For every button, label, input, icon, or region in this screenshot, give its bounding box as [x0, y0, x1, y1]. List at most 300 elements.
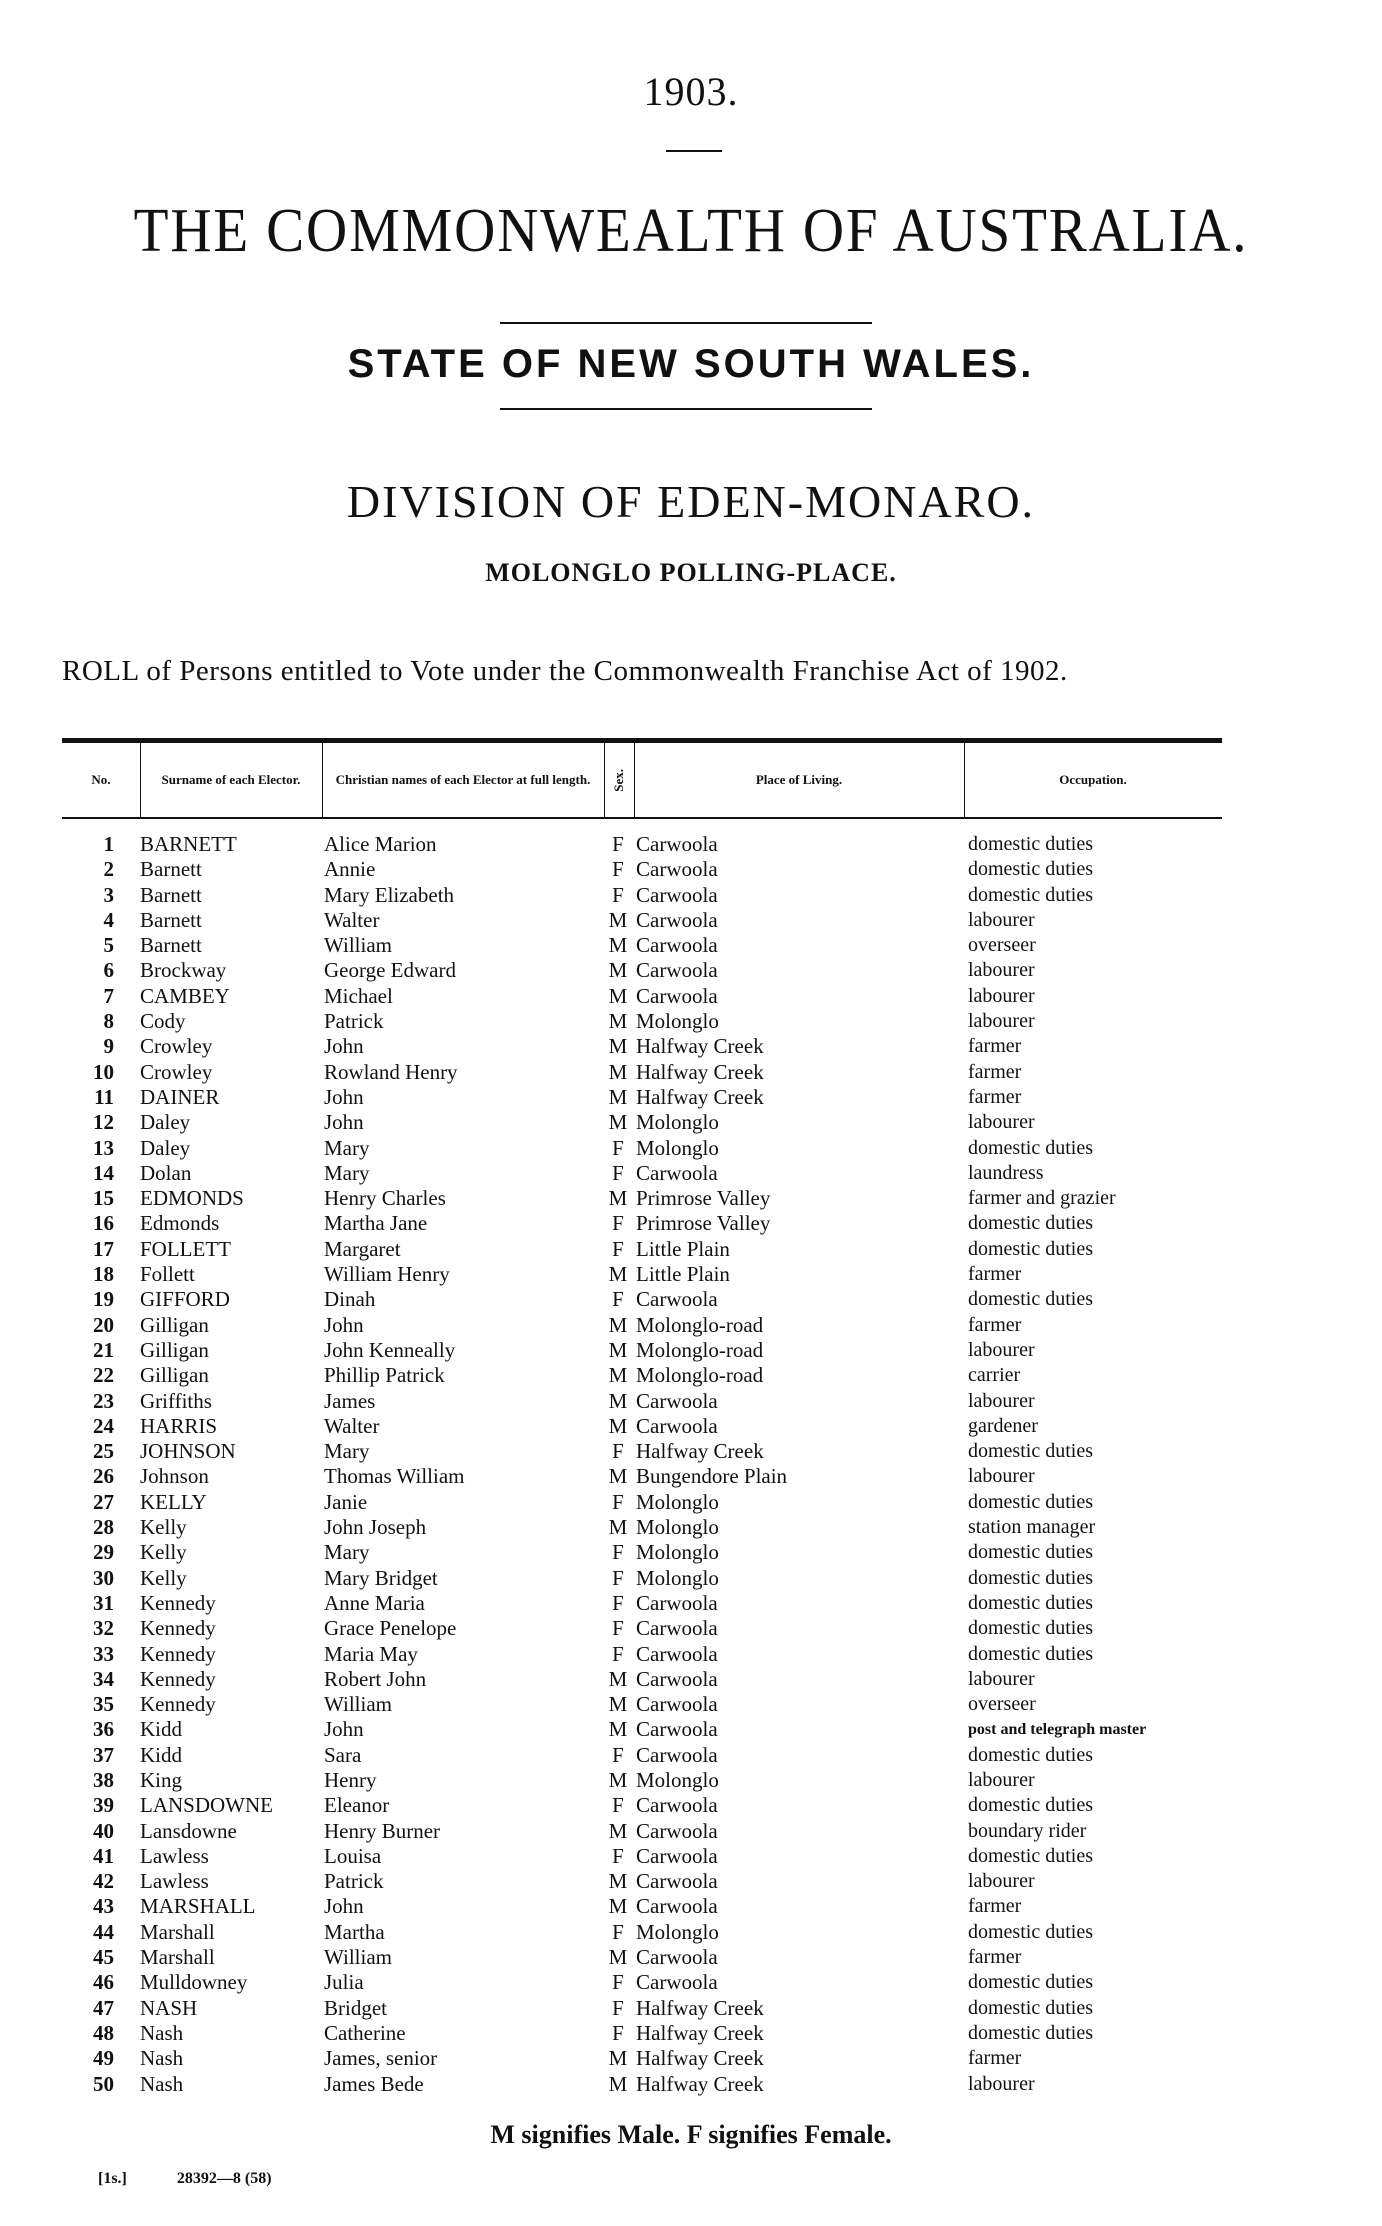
elector-surname: Lawless	[140, 1843, 209, 1868]
elector-number: 2	[103, 857, 114, 882]
elector-sex: F	[612, 1135, 624, 1160]
elector-surname: Crowley	[140, 1034, 213, 1059]
elector-number: 22	[93, 1363, 114, 1388]
elector-place: Carwoola	[636, 1717, 718, 1742]
elector-christian-names: Robert John	[324, 1666, 427, 1691]
elector-number: 30	[93, 1565, 114, 1590]
table-row	[62, 1110, 1222, 1135]
col-header-no: No.	[91, 772, 111, 787]
elector-surname: Mulldowney	[140, 1970, 248, 1995]
elector-christian-names: James	[324, 1388, 376, 1413]
elector-occupation: domestic duties	[968, 833, 1093, 855]
elector-surname: Nash	[140, 2020, 184, 2045]
elector-surname: Kelly	[140, 1540, 187, 1565]
elector-christian-names: John Joseph	[324, 1515, 427, 1540]
division-heading: DIVISION OF EDEN-MONARO.	[346, 476, 1036, 527]
elector-sex: F	[612, 1489, 624, 1514]
elector-place: Carwoola	[636, 1160, 718, 1185]
col-header-place: Place of Living.	[755, 772, 843, 787]
elector-place: Primrose Valley	[636, 1211, 771, 1236]
elector-number: 17	[93, 1236, 114, 1261]
elector-surname: Edmonds	[140, 1211, 220, 1236]
elector-number: 8	[103, 1009, 114, 1034]
elector-surname: Barnett	[140, 857, 202, 882]
table-row	[62, 2046, 1222, 2071]
elector-christian-names: William	[324, 1692, 392, 1717]
elector-place: Carwoola	[636, 1388, 718, 1413]
elector-place: Carwoola	[636, 907, 718, 932]
table-row	[62, 1996, 1222, 2021]
elector-occupation: labourer	[968, 1667, 1035, 1690]
elector-number: 27	[93, 1489, 114, 1514]
elector-number: 37	[93, 1742, 114, 1767]
elector-sex: M	[608, 1515, 628, 1540]
elector-surname: Johnson	[140, 1464, 209, 1489]
elector-occupation: labourer	[968, 2072, 1035, 2095]
elector-place: Carwoola	[636, 958, 718, 983]
table-row	[62, 1743, 1222, 1768]
elector-occupation: farmer	[968, 1946, 1022, 1969]
table-header	[62, 738, 1222, 819]
elector-sex: M	[608, 1692, 628, 1717]
elector-occupation: station manager	[968, 1516, 1096, 1539]
table-row	[62, 1616, 1222, 1641]
table-row	[62, 1591, 1222, 1616]
elector-sex: F	[612, 1919, 624, 1944]
elector-occupation: domestic duties	[968, 1212, 1093, 1235]
elector-number: 10	[93, 1059, 114, 1084]
elector-occupation: domestic duties	[968, 1566, 1093, 1589]
elector-surname: Brockway	[140, 958, 227, 983]
elector-surname: HARRIS	[140, 1413, 218, 1438]
elector-surname: Daley	[140, 1110, 191, 1135]
elector-place: Molonglo	[636, 1919, 719, 1944]
table-row	[62, 1490, 1222, 1515]
table-row	[62, 1186, 1222, 1211]
elector-christian-names: Henry	[324, 1767, 377, 1792]
elector-occupation: boundary rider	[968, 1819, 1087, 1842]
elector-place: Carwoola	[636, 933, 718, 958]
elector-occupation: domestic duties	[968, 1288, 1093, 1311]
elector-sex: M	[608, 1110, 628, 1135]
elector-christian-names: Mary	[324, 1160, 370, 1185]
table-row	[62, 1970, 1222, 1995]
elector-sex: M	[608, 933, 628, 958]
elector-number: 20	[93, 1312, 114, 1337]
elector-occupation: labourer	[968, 1870, 1035, 1893]
elector-surname: Kennedy	[140, 1616, 216, 1641]
elector-sex: M	[608, 1009, 628, 1034]
elector-number: 38	[93, 1767, 114, 1792]
elector-occupation: domestic duties	[968, 1971, 1093, 1994]
elector-number: 21	[93, 1337, 114, 1362]
elector-place: Carwoola	[636, 1287, 718, 1312]
elector-surname: Crowley	[140, 1059, 213, 1084]
elector-place: Carwoola	[636, 1818, 718, 1843]
elector-surname: Dolan	[140, 1160, 192, 1185]
table-row	[62, 1237, 1222, 1262]
elector-sex: F	[612, 832, 624, 856]
elector-christian-names: Janie	[324, 1489, 368, 1514]
elector-surname: Marshall	[140, 1945, 215, 1970]
elector-christian-names: William	[324, 1945, 392, 1970]
elector-occupation: domestic duties	[968, 858, 1093, 881]
table-row	[62, 832, 1222, 857]
elector-sex: M	[608, 1388, 628, 1413]
elector-place: Halfway Creek	[636, 2046, 764, 2071]
elector-christian-names: John	[324, 1034, 364, 1059]
elector-surname: Follett	[140, 1262, 195, 1287]
elector-christian-names: John Kenneally	[324, 1337, 456, 1362]
elector-place: Molonglo-road	[636, 1363, 764, 1388]
elector-sex: M	[608, 1894, 628, 1919]
elector-sex: F	[612, 1742, 624, 1767]
sex-legend: M signifies Male. F signifies Female.	[490, 2120, 892, 2149]
elector-surname: Kidd	[140, 1742, 182, 1767]
elector-sex: F	[612, 857, 624, 882]
elector-christian-names: Mary	[324, 1135, 370, 1160]
elector-sex: M	[608, 1363, 628, 1388]
elector-place: Carwoola	[636, 882, 718, 907]
elector-christian-names: Eleanor	[324, 1793, 390, 1818]
elector-surname: Griffiths	[140, 1388, 212, 1413]
polling-place-heading: MOLONGLO POLLING-PLACE.	[485, 558, 897, 587]
elector-place: Halfway Creek	[636, 1034, 764, 1059]
table-row	[62, 1439, 1222, 1464]
elector-occupation: labourer	[968, 1465, 1035, 1488]
elector-place: Molonglo	[636, 1515, 719, 1540]
elector-place: Molonglo	[636, 1540, 719, 1565]
elector-surname: Gilligan	[140, 1312, 209, 1337]
elector-occupation: post and telegraph master	[968, 1721, 1147, 1739]
elector-occupation: farmer	[968, 1313, 1022, 1336]
elector-place: Halfway Creek	[636, 2020, 764, 2045]
elector-occupation: domestic duties	[968, 1996, 1093, 2019]
elector-surname: Barnett	[140, 907, 202, 932]
elector-christian-names: Margaret	[324, 1236, 401, 1261]
elector-number: 29	[93, 1540, 114, 1565]
elector-place: Molonglo	[636, 1565, 719, 1590]
table-row	[62, 1034, 1222, 1059]
elector-occupation: gardener	[968, 1414, 1038, 1437]
elector-place: Carwoola	[636, 1843, 718, 1868]
table-row	[62, 1414, 1222, 1439]
elector-surname: EDMONDS	[140, 1186, 244, 1211]
table-row	[62, 1894, 1222, 1919]
elector-number: 16	[93, 1211, 114, 1236]
elector-list	[62, 832, 1222, 2097]
elector-christian-names: Catherine	[324, 2020, 406, 2045]
table-row	[62, 1920, 1222, 1945]
elector-number: 47	[93, 1995, 114, 2020]
elector-number: 24	[93, 1413, 114, 1438]
elector-sex: F	[612, 1590, 624, 1615]
elector-place: Carwoola	[636, 1970, 718, 1995]
elector-sex: M	[608, 1186, 628, 1211]
elector-sex: F	[612, 1439, 624, 1464]
elector-number: 44	[93, 1919, 114, 1944]
elector-place: Carwoola	[636, 1793, 718, 1818]
elector-place: Halfway Creek	[636, 1059, 764, 1084]
elector-occupation: domestic duties	[968, 1440, 1093, 1463]
elector-place: Carwoola	[636, 1666, 718, 1691]
elector-place: Molonglo	[636, 1767, 719, 1792]
table-row	[62, 1389, 1222, 1414]
elector-number: 36	[93, 1717, 114, 1742]
col-header-sex-label: Sex.	[611, 768, 626, 792]
elector-place: Bungendore Plain	[636, 1464, 788, 1489]
elector-occupation: farmer	[968, 1060, 1022, 1083]
elector-place: Halfway Creek	[636, 1084, 764, 1109]
imprint-code: [1s.]	[98, 2170, 127, 2187]
elector-sex: M	[608, 2046, 628, 2071]
elector-number: 26	[93, 1464, 114, 1489]
elector-christian-names: Mary	[324, 1540, 370, 1565]
table-row	[62, 1945, 1222, 1970]
elector-surname: Kennedy	[140, 1641, 216, 1666]
elector-number: 28	[93, 1515, 114, 1540]
elector-christian-names: Julia	[324, 1970, 364, 1995]
table-row	[62, 958, 1222, 983]
elector-christian-names: Martha	[324, 1919, 385, 1944]
elector-sex: F	[612, 1641, 624, 1666]
elector-occupation: labourer	[968, 984, 1035, 1007]
elector-number: 3	[103, 882, 114, 907]
table-row	[62, 1136, 1222, 1161]
elector-sex: M	[608, 907, 628, 932]
elector-place: Halfway Creek	[636, 2071, 764, 2096]
table-row	[62, 1642, 1222, 1667]
elector-place: Carwoola	[636, 1894, 718, 1919]
elector-surname: KELLY	[140, 1489, 207, 1514]
elector-occupation: domestic duties	[968, 1844, 1093, 1867]
elector-christian-names: John	[324, 1894, 364, 1919]
elector-number: 5	[103, 933, 114, 958]
table-row	[62, 2021, 1222, 2046]
elector-sex: F	[612, 1211, 624, 1236]
elector-christian-names: Rowland Henry	[324, 1059, 458, 1084]
printer-imprint	[98, 2170, 318, 2188]
elector-surname: Marshall	[140, 1919, 215, 1944]
elector-christian-names: Patrick	[324, 1009, 384, 1034]
table-row	[62, 933, 1222, 958]
elector-number: 23	[93, 1388, 114, 1413]
elector-occupation: domestic duties	[968, 1237, 1093, 1260]
elector-surname: Cody	[140, 1009, 186, 1034]
elector-sex: M	[608, 1869, 628, 1894]
table-row	[62, 1540, 1222, 1565]
elector-place: Carwoola	[636, 1869, 718, 1894]
elector-number: 7	[103, 983, 114, 1008]
elector-number: 42	[93, 1869, 114, 1894]
elector-surname: FOLLETT	[140, 1236, 231, 1261]
elector-surname: Lansdowne	[140, 1818, 237, 1843]
elector-occupation: labourer	[968, 1389, 1035, 1412]
elector-occupation: domestic duties	[968, 1617, 1093, 1640]
elector-christian-names: Henry Charles	[324, 1186, 446, 1211]
elector-number: 32	[93, 1616, 114, 1641]
elector-number: 1	[103, 832, 114, 856]
elector-place: Halfway Creek	[636, 1995, 764, 2020]
elector-number: 50	[93, 2071, 114, 2096]
elector-surname: JOHNSON	[140, 1439, 236, 1464]
elector-occupation: labourer	[968, 1768, 1035, 1791]
elector-occupation: domestic duties	[968, 1136, 1093, 1159]
table-row	[62, 1566, 1222, 1591]
table-row	[62, 1667, 1222, 1692]
table-row	[62, 1692, 1222, 1717]
elector-christian-names: James, senior	[324, 2046, 438, 2071]
elector-number: 40	[93, 1818, 114, 1843]
table-row	[62, 1287, 1222, 1312]
elector-place: Carwoola	[636, 1590, 718, 1615]
elector-sex: F	[612, 1843, 624, 1868]
elector-occupation: domestic duties	[968, 1794, 1093, 1817]
elector-occupation: carrier	[968, 1364, 1021, 1387]
divider-lower	[500, 408, 872, 410]
elector-place: Molonglo	[636, 1110, 719, 1135]
elector-number: 49	[93, 2046, 114, 2071]
elector-number: 25	[93, 1439, 114, 1464]
elector-christian-names: John	[324, 1110, 364, 1135]
elector-number: 15	[93, 1186, 114, 1211]
elector-surname: Kennedy	[140, 1692, 216, 1717]
elector-christian-names: William Henry	[324, 1262, 450, 1287]
table-row	[62, 908, 1222, 933]
elector-christian-names: Mary Elizabeth	[324, 882, 455, 907]
table-row	[62, 1515, 1222, 1540]
elector-occupation: domestic duties	[968, 1591, 1093, 1614]
table-row	[62, 1085, 1222, 1110]
elector-number: 18	[93, 1262, 114, 1287]
table-row	[62, 1338, 1222, 1363]
elector-christian-names: Phillip Patrick	[324, 1363, 445, 1388]
elector-christian-names: Thomas William	[324, 1464, 465, 1489]
elector-surname: Barnett	[140, 882, 202, 907]
elector-christian-names: John	[324, 1084, 364, 1109]
elector-christian-names: Patrick	[324, 1869, 384, 1894]
elector-christian-names: Martha Jane	[324, 1211, 428, 1236]
elector-christian-names: Walter	[324, 907, 380, 932]
elector-number: 9	[103, 1034, 114, 1059]
elector-number: 34	[93, 1666, 114, 1691]
elector-place: Halfway Creek	[636, 1439, 764, 1464]
elector-sex: F	[612, 1616, 624, 1641]
elector-occupation: farmer	[968, 2047, 1022, 2070]
elector-surname: DAINER	[140, 1084, 220, 1109]
elector-occupation: laundress	[968, 1161, 1044, 1184]
elector-place: Molonglo-road	[636, 1312, 764, 1337]
elector-sex: M	[608, 1818, 628, 1843]
table-row	[62, 1060, 1222, 1085]
elector-place: Carwoola	[636, 983, 718, 1008]
elector-number: 6	[103, 958, 114, 983]
elector-place: Molonglo	[636, 1135, 719, 1160]
elector-number: 31	[93, 1590, 114, 1615]
col-header-sex	[604, 743, 634, 817]
elector-sex: M	[608, 1945, 628, 1970]
table-row	[62, 1363, 1222, 1388]
elector-occupation: domestic duties	[968, 1541, 1093, 1564]
elector-sex: M	[608, 1464, 628, 1489]
elector-christian-names: Mary Bridget	[324, 1565, 438, 1590]
elector-occupation: overseer	[968, 934, 1036, 957]
elector-christian-names: Walter	[324, 1413, 380, 1438]
elector-surname: MARSHALL	[140, 1894, 256, 1919]
elector-sex: F	[612, 1565, 624, 1590]
elector-occupation: labourer	[968, 1111, 1035, 1134]
elector-number: 19	[93, 1287, 114, 1312]
elector-number: 41	[93, 1843, 114, 1868]
elector-number: 14	[93, 1160, 114, 1185]
elector-surname: CAMBEY	[140, 983, 230, 1008]
elector-sex: F	[612, 1793, 624, 1818]
table-row	[62, 984, 1222, 1009]
table-row	[62, 1869, 1222, 1894]
elector-sex: F	[612, 2020, 624, 2045]
year: 1903.	[643, 69, 739, 114]
elector-christian-names: Bridget	[324, 1995, 387, 2020]
elector-number: 46	[93, 1970, 114, 1995]
elector-christian-names: Mary	[324, 1439, 370, 1464]
elector-place: Molonglo	[636, 1489, 719, 1514]
elector-occupation: domestic duties	[968, 1920, 1093, 1943]
roll-description: ROLL of Persons entitled to Vote under the Commonwealth Franchise Act of 1902.	[62, 655, 1068, 687]
elector-place: Primrose Valley	[636, 1186, 771, 1211]
elector-number: 4	[103, 907, 114, 932]
table-row	[62, 1313, 1222, 1338]
table-row	[62, 883, 1222, 908]
elector-sex: F	[612, 1160, 624, 1185]
elector-occupation: farmer	[968, 1263, 1022, 1286]
page-title: THE COMMONWEALTH OF AUSTRALIA.	[133, 197, 1249, 265]
imprint-number: 28392—8 (58)	[176, 2170, 272, 2187]
elector-number: 48	[93, 2020, 114, 2045]
elector-christian-names: Alice Marion	[324, 832, 437, 856]
elector-place: Carwoola	[636, 1742, 718, 1767]
table-row	[62, 1819, 1222, 1844]
elector-christian-names: John	[324, 1312, 364, 1337]
elector-christian-names: Michael	[324, 983, 393, 1008]
elector-christian-names: Louisa	[324, 1843, 382, 1868]
elector-sex: M	[608, 1717, 628, 1742]
table-row	[62, 2072, 1222, 2097]
table-row	[62, 857, 1222, 882]
elector-occupation: domestic duties	[968, 1642, 1093, 1665]
elector-christian-names: Dinah	[324, 1287, 376, 1312]
elector-christian-names: James Bede	[324, 2071, 424, 2096]
elector-occupation: farmer	[968, 1035, 1022, 1058]
elector-number: 45	[93, 1945, 114, 1970]
divider-upper	[500, 322, 872, 324]
elector-occupation: farmer and grazier	[968, 1187, 1116, 1210]
col-header-christian-names: Christian names of each Elector at full length.	[335, 772, 591, 787]
elector-number: 33	[93, 1641, 114, 1666]
elector-surname: GIFFORD	[140, 1287, 230, 1312]
elector-occupation: labourer	[968, 908, 1035, 931]
state-heading: STATE OF NEW SOUTH WALES.	[347, 342, 1035, 386]
elector-surname: Kennedy	[140, 1666, 216, 1691]
elector-place: Carwoola	[636, 1692, 718, 1717]
elector-surname: Kelly	[140, 1565, 187, 1590]
elector-christian-names: Maria May	[324, 1641, 418, 1666]
elector-surname: Barnett	[140, 933, 202, 958]
elector-sex: M	[608, 2071, 628, 2096]
elector-place: Molonglo-road	[636, 1337, 764, 1362]
elector-place: Carwoola	[636, 1945, 718, 1970]
elector-place: Carwoola	[636, 1641, 718, 1666]
elector-christian-names: William	[324, 933, 392, 958]
